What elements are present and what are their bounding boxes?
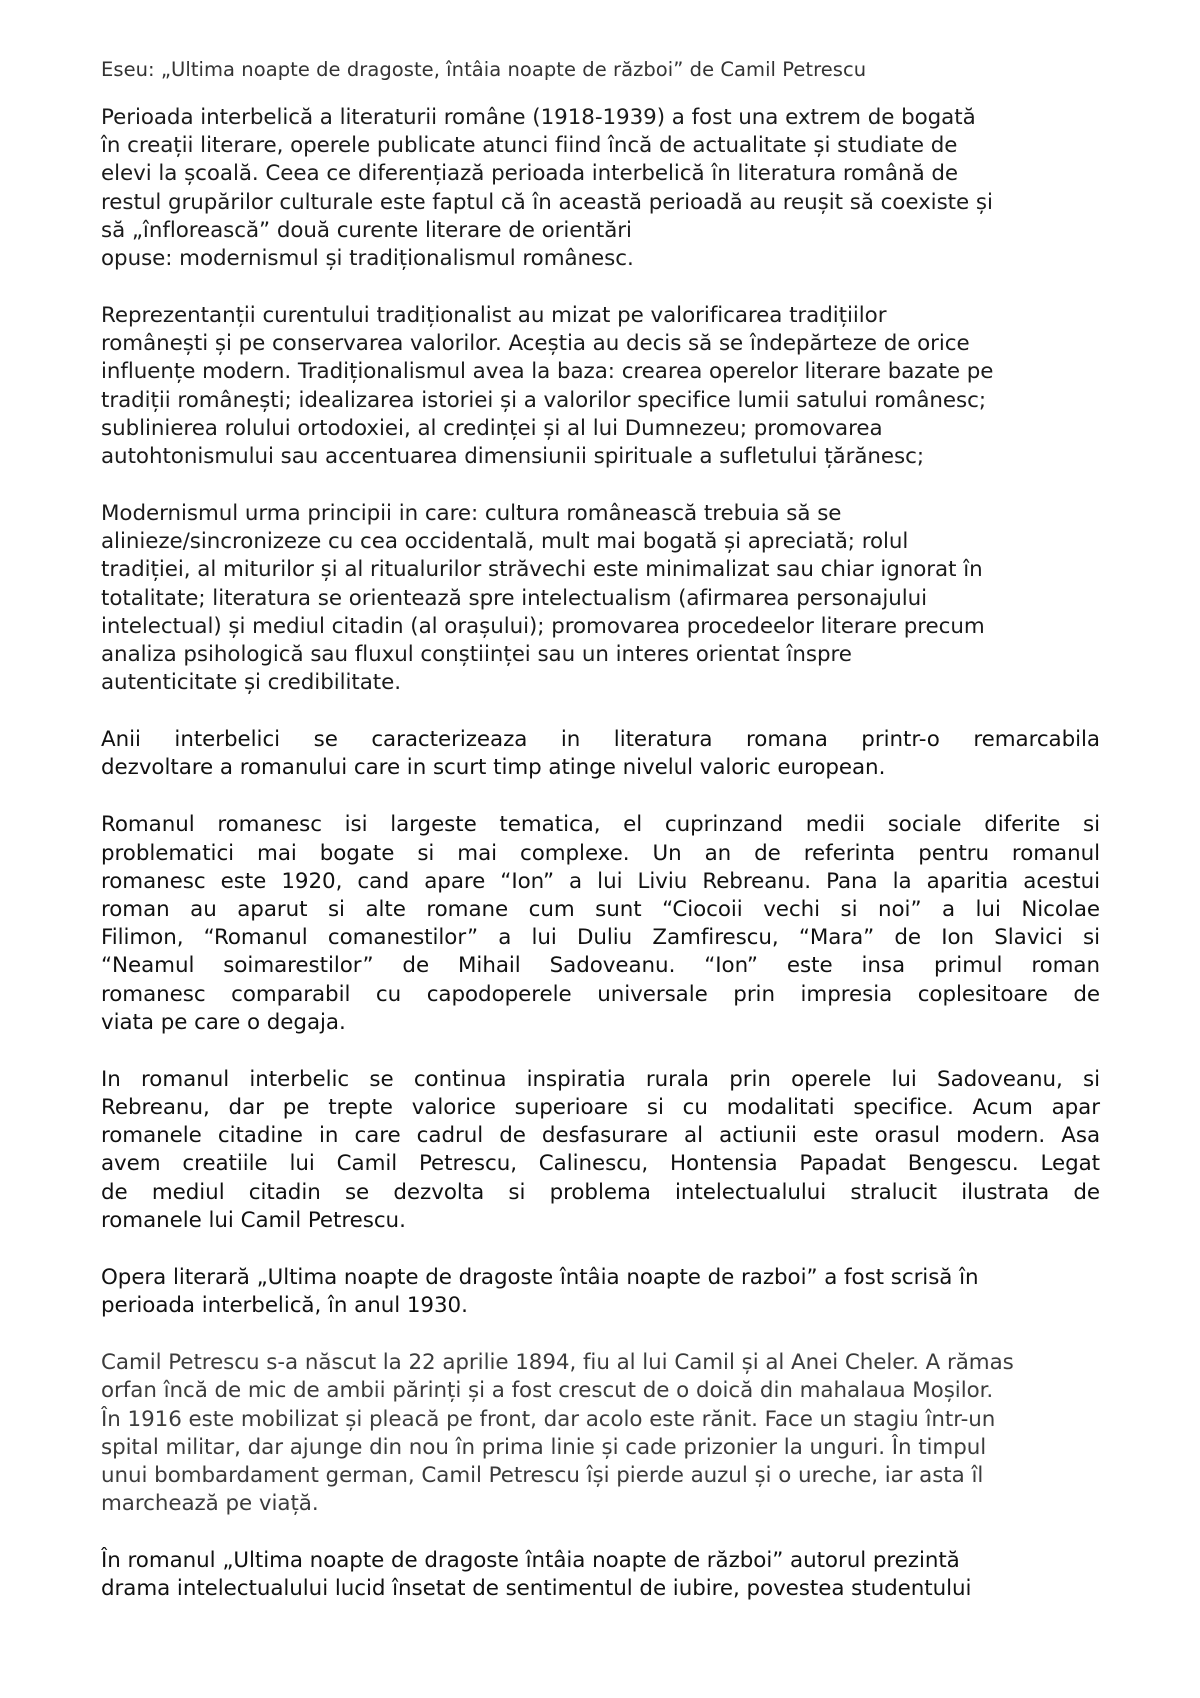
text-line: În romanul „Ultima noapte de dragoste întâia noapte de război” autorul prezintă [101,1548,960,1574]
text-line: marchează pe viață. [101,1491,319,1517]
text-line: elevi la școală. Ceea ce diferențiază perioada interbelică în literatura română de [101,161,959,187]
spacer [101,1235,1100,1264]
spacer [101,1320,1100,1349]
text-line: totalitate; literatura se orientează spre intelectualism (afirmarea personajului [101,585,928,611]
text-line: viata pe care o degaja. [101,1009,346,1035]
text-line: de mediul citadin se dezvolta si problema intelectualului stralucit ilustrata de [101,1179,1100,1205]
text-line: În 1916 este mobilizat și pleacă pe front, dar acolo este rănit. Face un stagiu într-un [101,1406,996,1432]
spacer [101,783,1100,812]
text-line: sublinierea rolului ortodoxiei, al credinței și al lui Dumnezeu; promovarea [101,415,883,441]
paragraph-opera-literara [101,1264,1100,1320]
text-line: drama intelectualului lucid însetat de sentimentul de iubire, povestea studentului [101,1576,972,1602]
paragraph-biografie [101,1349,1100,1518]
document-title: Eseu: „Ultima noapte de dragoste, întâia noapte de război” de Camil Petrescu [101,58,867,81]
text-line: Modernismul urma principii in care: cultura românească trebuia să se [101,501,842,527]
text-line: In romanul interbelic se continua inspiratia rurala prin operele lui Sadoveanu, si [101,1066,1100,1092]
text-line: orfan încă de mic de ambii părinți și a fost crescut de o doică din mahalaua Moșilor. [101,1378,994,1404]
text-line: romanesc comparabil cu capodoperele universale prin impresia coplesitoare de [101,981,1100,1007]
text-line: românești și pe conservarea valorilor. Aceștia au decis să se îndepărteze de orice [101,331,970,357]
spacer [101,85,1100,104]
spacer [101,273,1100,302]
text-line: roman au aparut si alte romane cum sunt “Ciocoii vechi si noi” a lui Nicolae [101,897,1100,923]
text-line: romanele lui Camil Petrescu. [101,1207,406,1233]
text-line: Romanul romanesc isi largeste tematica, el cuprinzand medii sociale diferite si [101,812,1100,838]
text-line: perioada interbelică, în anul 1930. [101,1293,468,1319]
text-line: problematici mai bogate si mai complexe. Un an de referinta pentru romanul [101,840,1100,866]
text-line: autenticitate și credibilitate. [101,670,401,696]
text-line: romanesc este 1920, cand apare “Ion” a lui Liviu Rebreanu. Pana la aparitia acestui [101,868,1100,894]
text-line: Camil Petrescu s-a născut la 22 aprilie 1894, fiu al lui Camil și al Anei Cheler. A rămas [101,1350,1014,1376]
paragraph-intro-interbelic [101,104,1100,273]
spacer [101,1518,1100,1547]
paragraph-anii-interbelici [101,726,1100,782]
paragraph-traditionalism [101,302,1100,471]
text-line: avem creatiile lui Camil Petrescu, Calinescu, Hontensia Papadat Bengescu. Legat [101,1151,1100,1177]
text-line: Perioada interbelică a literaturii române (1918-1939) a fost una extrem de bogată [101,105,976,130]
paragraph-modernism [101,500,1100,697]
text-line: tradiții românești; idealizarea istoriei și a valorilor specifice lumii satului românesc; [101,387,986,413]
text-line: să „înflorească” două curente literare de orientări [101,217,632,243]
text-line: analiza psihologică sau fluxul conștiinței sau un interes orientat înspre [101,642,852,668]
text-line: restul grupărilor culturale este faptul că în această perioadă au reușit să coexiste și [101,189,993,215]
text-line: influențe modern. Tradiționalismul avea la baza: crearea operelor literare bazate pe [101,359,994,385]
text-line: dezvoltare a romanului care in scurt timp atinge nivelul valoric european. [101,755,886,781]
spacer [101,697,1100,726]
text-line: unui bombardament german, Camil Petrescu își pierde auzul și o ureche, iar asta îl [101,1462,984,1488]
text-line: Opera literară „Ultima noapte de dragoste întâia noapte de razboi” a fost scrisă în [101,1264,979,1290]
text-line: intelectual) și mediul citadin (al orașului); promovarea procedeelor literare precum [101,613,985,639]
spacer [101,471,1100,500]
text-line: Rebreanu, dar pe trepte valorice superioare si cu modalitati specifice. Acum apar [101,1095,1100,1121]
text-line: Filimon, “Romanul comanestilor” a lui Duliu Zamfirescu, “Mara” de Ion Slavici si [101,925,1100,951]
paragraph-in-romanul [101,1547,1100,1603]
text-line: alinieze/sincronizeze cu cea occidentală, mult mai bogată și apreciată; rolul [101,529,909,555]
text-line: Reprezentanții curentului tradiționalist au mizat pe valorificarea tradițiilor [101,303,887,329]
text-line: Anii interbelici se caracterizeaza in literatura romana printr-o remarcabila [101,727,1100,753]
text-line: opuse: modernismul și tradiționalismul românesc. [101,246,634,272]
text-line: autohtonismului sau accentuarea dimensiunii spirituale a sufletului țărănesc; [101,444,924,470]
text-line: în creații literare, operele publicate atunci fiind încă de actualitate și studiate de [101,133,958,159]
text-line: romanele citadine in care cadrul de desfasurare al actiunii este orasul modern. Asa [101,1123,1100,1149]
paragraph-romanul-interbelic [101,1066,1100,1235]
text-line: tradiției, al miturilor și al ritualurilor străvechi este minimalizat sau chiar ignorat în [101,557,983,583]
paragraph-romanul-romanesc [101,811,1100,1037]
spacer [101,1037,1100,1066]
text-line: “Neamul soimarestilor” de Mihail Sadoveanu. “Ion” este insa primul roman [101,953,1100,979]
text-line: spital militar, dar ajunge din nou în prima linie și cade prizonier la unguri. În timpul [101,1434,987,1460]
